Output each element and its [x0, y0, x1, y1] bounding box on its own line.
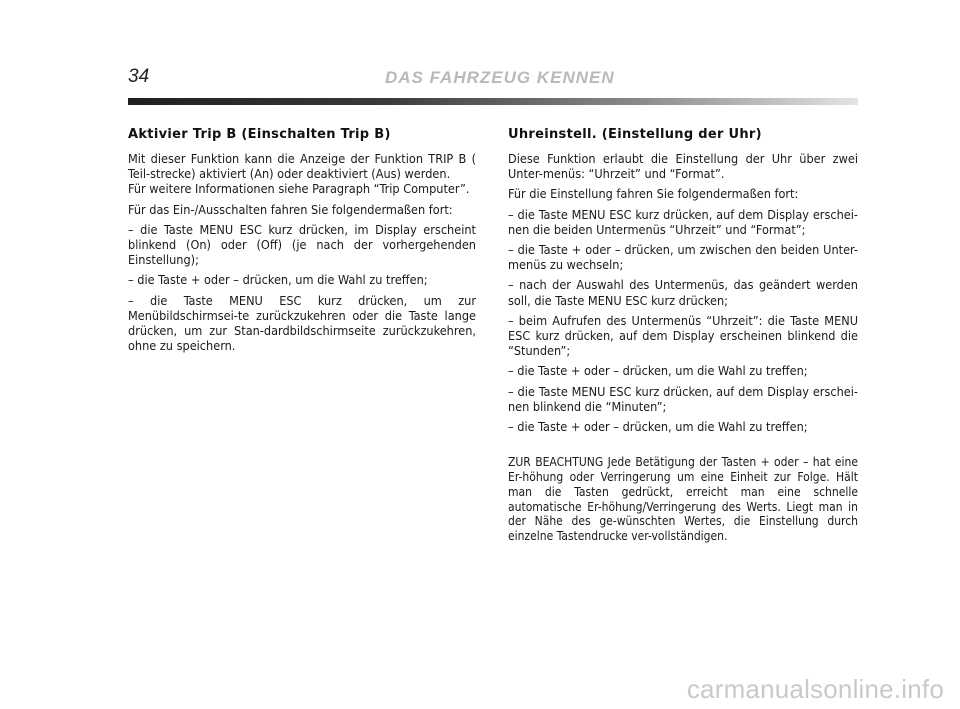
left-paragraph: – die Taste + oder – drücken, um die Wahl zu treffen; — [128, 272, 428, 288]
note-text: ZUR BEACHTUNG Jede Betätigung der Tasten + oder – hat eine Er-höhung oder Verringerung um eine Einheit zur Folge. Hält man die Tasten gedrückt, erreicht man eine schnelle automatische Er-höhung/Verringerung des Werts. Liegt man in der Nähe des ge-wünschten Wertes, die Einstellung durch einzelne Tastendrucke ver-vollständigen. — [508, 455, 858, 544]
left-paragraph: Für das Ein-/Ausschalten fahren Sie folgendermaßen fort: — [128, 201, 453, 217]
right-paragraph: – die Taste MENU ESC kurz drücken, auf dem Display erschei-nen blinkend die “Minuten”; — [508, 383, 858, 414]
page-number: 34 — [128, 66, 150, 87]
right-paragraph: – nach der Auswahl des Untermenüs, das geändert werden soll, die Taste MENU ESC kurz drücken; — [508, 277, 858, 308]
right-heading: Uhreinstell. (Einstellung der Uhr) — [508, 127, 762, 142]
header-rule — [128, 98, 858, 105]
right-paragraph: – die Taste MENU ESC kurz drücken, auf dem Display erschei-nen die beiden Untermenüs “Uhrzeit” und “Format”; — [508, 206, 858, 237]
right-paragraph: – beim Aufrufen des Untermenüs “Uhrzeit”: die Taste MENU ESC kurz drücken, auf dem Display erscheinen blinkend die “Stunden”; — [508, 312, 858, 359]
right-paragraph: – die Taste + oder – drücken, um die Wahl zu treffen; — [508, 419, 808, 435]
section-title: DAS FAHRZEUG KENNEN — [385, 68, 615, 87]
right-column — [508, 127, 858, 544]
right-paragraph: Diese Funktion erlaubt die Einstellung der Uhr über zwei Unter-menüs: “Uhrzeit” und “Format”. — [508, 151, 858, 182]
right-paragraph: Für die Einstellung fahren Sie folgendermaßen fort: — [508, 186, 799, 202]
left-paragraph: – die Taste MENU ESC kurz drücken, um zur Menübildschirmsei-te zurückzukehren oder die Taste lange drücken, um zur Stan-dardbildschirmseite zurückzukehren, ohne zu speichern. — [128, 292, 476, 354]
left-paragraph: Mit dieser Funktion kann die Anzeige der Funktion TRIP B ( Teil-strecke) aktiviert (An) oder deaktiviert (Aus) werden. — [128, 151, 476, 182]
right-paragraph: – die Taste + oder – drücken, um die Wahl zu treffen; — [508, 363, 808, 379]
left-paragraph: – die Taste MENU ESC kurz drücken, im Display erscheint blinkend (On) oder (Off) (je nach der vorhergehenden Einstellung); — [128, 221, 476, 268]
left-column — [128, 127, 476, 358]
left-paragraph: Für weitere Informationen siehe Paragraph “Trip Computer”. — [128, 181, 470, 197]
left-heading: Aktivier Trip B (Einschalten Trip B) — [128, 127, 391, 142]
watermark-text: carmanualsonline.info — [686, 674, 944, 704]
right-paragraph: – die Taste + oder – drücken, um zwischen den beiden Unter-menüs zu wechseln; — [508, 242, 858, 273]
